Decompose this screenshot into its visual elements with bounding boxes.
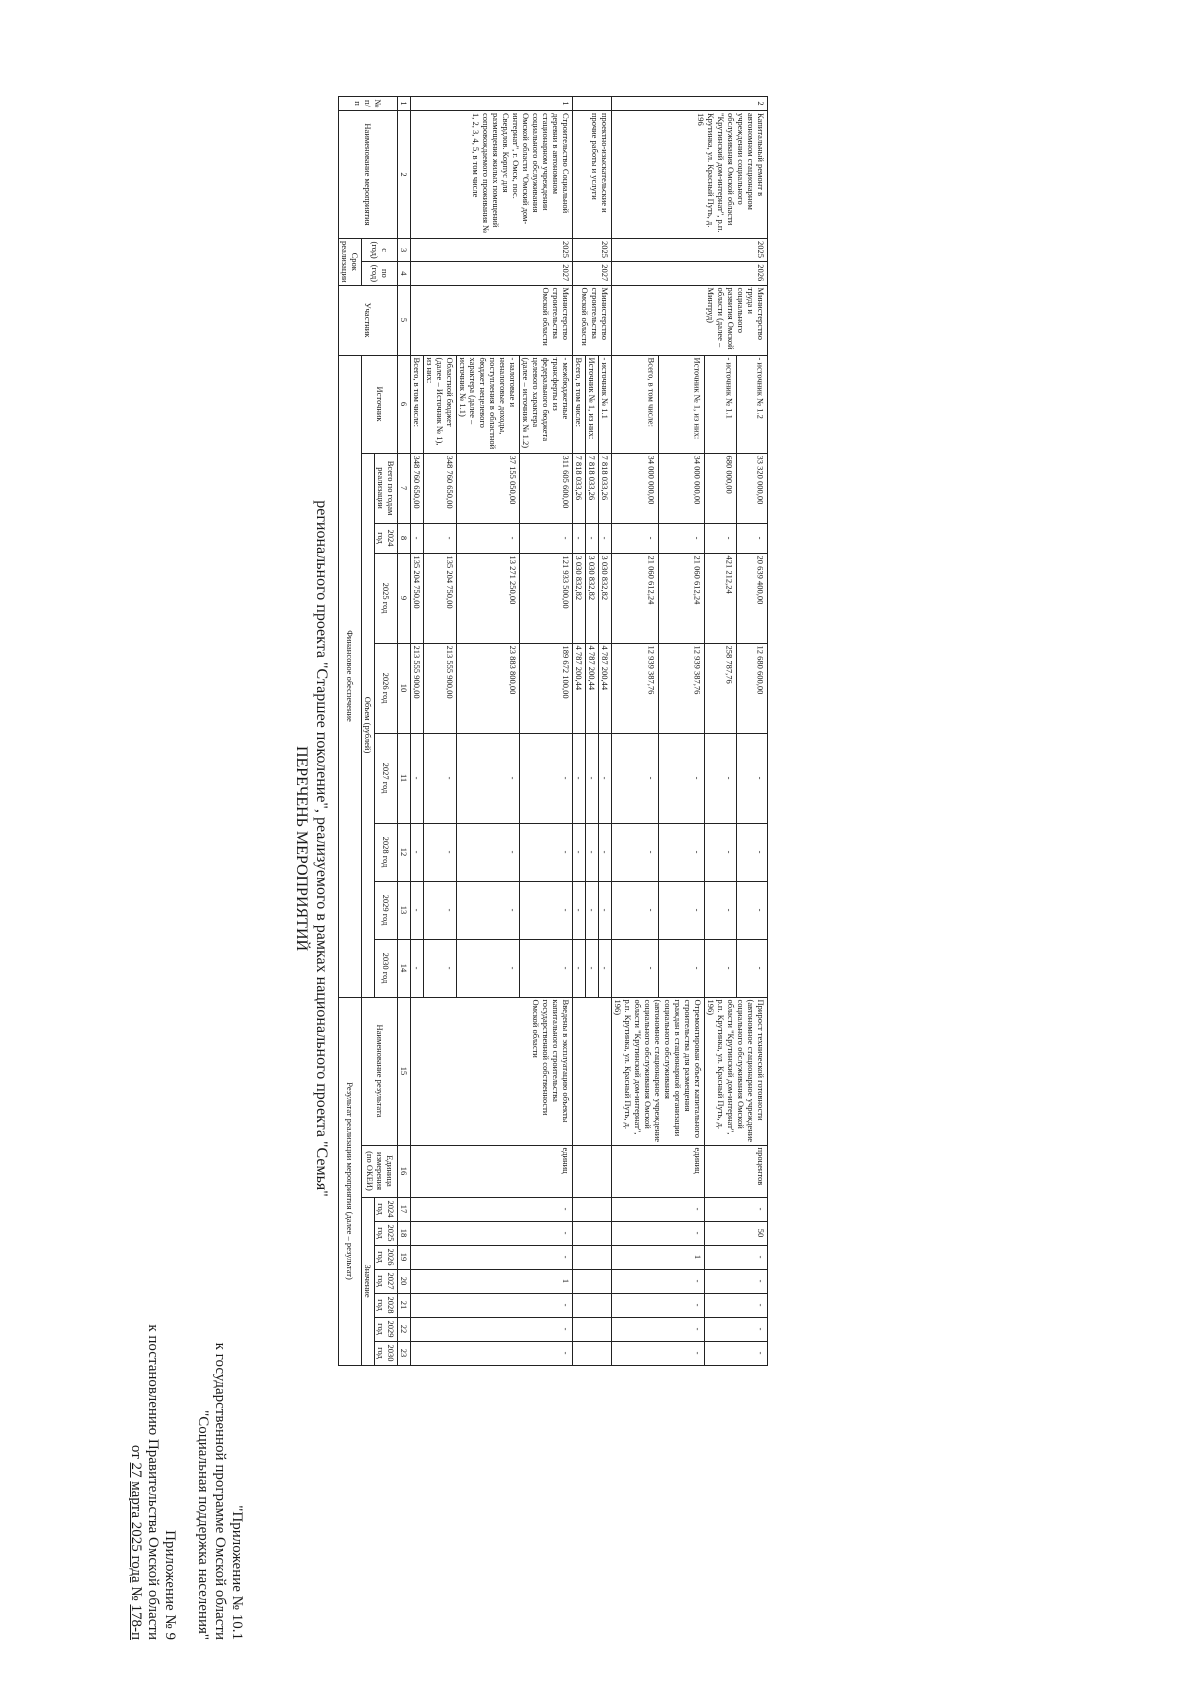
column-number: 16 <box>398 1145 411 1197</box>
table-row: - налоговые и неналоговые доходы, поступления в областной бюджет нецелевого характера (далее – источник № 1.1) 37 155 050,00 - 13 271 250,00 23 883 800,00 - - - - <box>457 97 520 1366</box>
col-2026: 2026 год <box>375 643 398 733</box>
val-2030: 2030 год <box>375 1341 398 1365</box>
column-number: 3 <box>398 239 411 262</box>
program-text: к государственной программе Омской области <box>212 1342 228 1640</box>
col-source: Источник <box>362 355 398 453</box>
column-number: 18 <box>398 1221 411 1245</box>
column-number: 23 <box>398 1341 411 1365</box>
column-number: 4 <box>398 262 411 285</box>
col-2027: 2027 год <box>375 733 398 823</box>
table-row: Источник № 1, из них: 7 818 033,26 - 3 030 832,82 4 787 200,44 - - - - <box>586 97 599 1366</box>
table-row: - источник № 1.1 7 818 033,26 - 3 030 832,82 4 787 200,44 - - - - <box>599 97 612 1366</box>
col-volume: Объем (рублей) <box>362 453 375 997</box>
column-number: 19 <box>398 1245 411 1269</box>
col-2030: 2030 год <box>375 939 398 997</box>
appendix2-number: "Приложение № 10.1 <box>229 1505 245 1640</box>
val-2027: 2027 год <box>375 1269 398 1293</box>
column-number: 8 <box>398 523 411 553</box>
val-2028: 2028 год <box>375 1293 398 1317</box>
column-number: 22 <box>398 1317 411 1341</box>
col-term: Срок реализации <box>339 239 362 286</box>
column-number: 10 <box>398 643 411 733</box>
col-2024: 2024 год <box>375 523 398 553</box>
col-no: № п/п <box>339 97 398 111</box>
program-reference <box>194 1180 245 1640</box>
column-number: 17 <box>398 1197 411 1221</box>
col-financing: Финансовое обеспечение <box>339 355 362 997</box>
col-event-name: Наименование мероприятия <box>339 111 398 239</box>
program-name: "Социальная поддержка населения" <box>195 1410 211 1640</box>
table-row: 2 Капитальный ремонт в автономном стационарном учреждении социального обслуживания Омской области "Крутинский дом-интернат", р.п. Крутинка, ул. Красный Путь, д. 196 2025 2026 Министерство труда и социального развития Омской области (далее – Минтруд) Всего, в том числе: 34 000 000,00 - 21 060 612,24 12 939 387,76 - - - - Отремонтирован объект капитального строительства для размещения граждан в стационарной организации социального обслуживания (автономное стационарное учреждение социального обслуживания Омской области "Крутинский дом-интернат", р.п. Крутинка, ул. Красный Путь, д. 196) единиц - - 1 - - - - <box>612 97 659 1366</box>
val-2024: 2024 год <box>375 1197 398 1221</box>
col-value: Значение <box>362 1197 375 1365</box>
column-number: 2 <box>398 111 411 239</box>
column-number: 12 <box>398 823 411 881</box>
column-number: 11 <box>398 733 411 823</box>
col-participant: Участник <box>339 285 398 355</box>
col-2029: 2029 год <box>375 881 398 939</box>
col-result: Результат реализации мероприятия (далее – результат) <box>339 997 362 1365</box>
column-numbers-row <box>398 97 411 1366</box>
column-number: 21 <box>398 1293 411 1317</box>
col-2028: 2028 год <box>375 823 398 881</box>
document-subtitle: регионального проекта "Старшее поколение", реализуемого в рамках национального проекта "Семья" <box>313 500 330 1197</box>
column-number: 9 <box>398 553 411 643</box>
table-row: - межбюджетные трансферты из федерального бюджета целевого характера (далее – источник № 1.2) 311 605 600,00 - 121 933 500,00 189 672 100,00 - - - - <box>520 97 573 1366</box>
val-2026: 2026 год <box>375 1245 398 1269</box>
decree-reference <box>127 1180 178 1640</box>
column-number: 5 <box>398 285 411 355</box>
table-row: проектно-изыскательские и прочие работы и услуги 2025 2027 Министерство строительства Омской области Всего, в том числе: 7 818 033,26 - 3 030 832,82 4 787 200,44 - - - - <box>573 97 586 1366</box>
document-title: ПЕРЕЧЕНЬ МЕРОПРИЯТИЙ <box>293 745 310 952</box>
table-row: Источник № 1, из них: 34 000 000,00 - 21 060 612,24 12 939 387,76 - - - - <box>658 97 705 1366</box>
column-number: 15 <box>398 997 411 1145</box>
table-row: - источник № 1.2 33 320 000,00 - 20 639 400,00 12 680 600,00 - - - - <box>736 97 768 1366</box>
col-total: Всего по годам реализации <box>375 453 398 523</box>
events-table <box>338 96 768 1366</box>
col-from: с (год) <box>362 239 398 262</box>
col-result-name: Наименование результата <box>362 997 398 1145</box>
val-2025: 2025 год <box>375 1221 398 1245</box>
column-number: 6 <box>398 355 411 453</box>
val-2029: 2029 год <box>375 1317 398 1341</box>
decree-text: к постановлению Правительства Омской области <box>145 1324 161 1640</box>
appendix-number: Приложение № 9 <box>162 1530 178 1640</box>
column-number: 20 <box>398 1269 411 1293</box>
decree-date: от 27 марта 2025 года № 178-п <box>128 1444 144 1640</box>
column-number: 14 <box>398 939 411 997</box>
header-row-1 <box>339 97 362 1366</box>
table-row: 1 Строительство Социальной деревни в автономном стационарном учреждении социального обслуживания Омской области "Омский дом-интернат", г. Омск, пос. Свердлов. Корпус для размещения жилых помещений сопровождаемого проживания № 1, 2, 3, 4, 5, в том числе 2025 2027 Министерство строительства Омской области Всего, в том числе: 348 760 650,00 - 135 204 750,00 213 555 900,00 - - - - Введены в эксплуатацию объекты капитального строительства государственной собственности Омской области единиц - - - 1 - - - <box>411 97 424 1366</box>
column-number: 1 <box>398 97 411 111</box>
col-unit: Единица измерения (по ОКЕИ) <box>362 1145 398 1197</box>
column-number: 13 <box>398 881 411 939</box>
table-row: Областной бюджет (далее – Источник № 1), из них: 348 760 650,00 - 135 204 750,00 213 555 900,00 - - - - <box>424 97 457 1366</box>
table-row: - источник № 1.1 680 000,00 - 421 212,24 258 787,76 - - - - Прирост технической готовности (автономное стационарное учреждение социального обслуживания Омской области "Крутинский дом-интернат", р.п. Крутинка, ул. Красный Путь, д. 196) процентов - 50 - - - - - <box>705 97 737 1366</box>
col-2025: 2025 год <box>375 553 398 643</box>
col-to: по (год) <box>362 262 398 285</box>
column-number: 7 <box>398 453 411 523</box>
